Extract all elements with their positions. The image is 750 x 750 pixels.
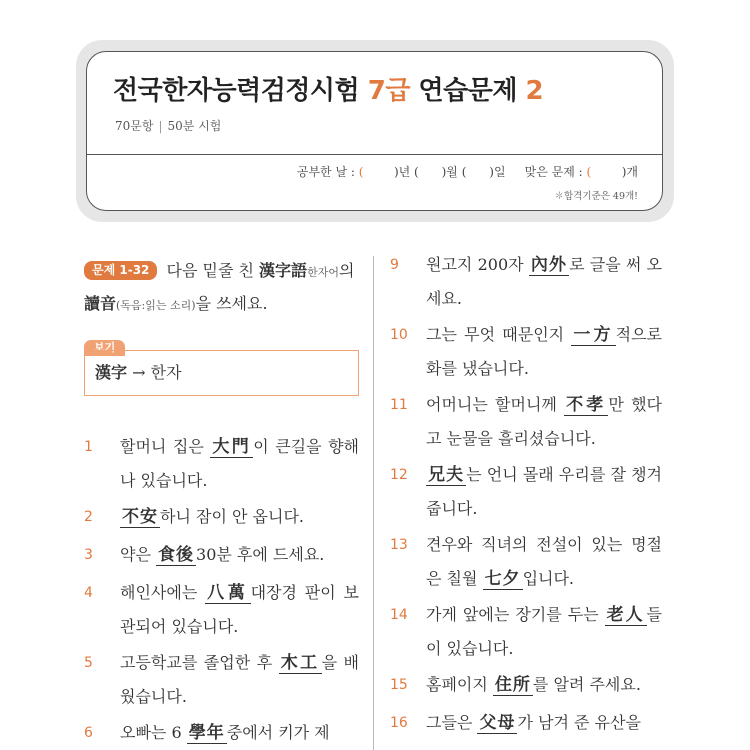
question-text xyxy=(120,500,359,534)
underlined-hanja: 兄夫 xyxy=(428,465,465,485)
study-record xyxy=(297,163,638,180)
intro-dokeum: 讀音 xyxy=(84,294,117,313)
example-box xyxy=(84,350,359,396)
question-text-before: 오빠는 6 xyxy=(120,723,182,742)
intro-hanja-reading: 한자어 xyxy=(307,266,339,279)
question-number: 4 xyxy=(84,585,93,601)
question-text-before: 그는 무엇 때문인지 xyxy=(426,325,565,344)
study-date-label: 공부한 날 : xyxy=(296,165,355,179)
question-item xyxy=(390,388,662,456)
question-text-after: 중에서 키가 제 xyxy=(226,723,330,742)
title-mid: 연습문제 xyxy=(418,76,517,106)
question-item xyxy=(84,538,359,572)
question-item xyxy=(390,706,662,740)
question-text xyxy=(426,458,662,526)
question-text xyxy=(426,318,662,386)
underlined-hanja: 學年 xyxy=(188,723,225,743)
example-answer: 한자 xyxy=(150,363,182,382)
question-item xyxy=(390,458,662,526)
question-text xyxy=(120,430,359,498)
question-text-after: 로 글을 써 오세요. xyxy=(426,255,663,308)
question-number: 11 xyxy=(390,397,408,413)
question-number: 15 xyxy=(390,677,408,693)
question-text-before: 약은 xyxy=(120,545,151,564)
underlined-hanja: 大門 xyxy=(212,437,252,457)
example-hanja: 漢字 xyxy=(95,363,128,382)
correct-label: 맞은 문제 : xyxy=(524,165,583,179)
question-text-after: 30분 후에 드세요. xyxy=(196,545,325,564)
question-item xyxy=(84,716,359,750)
question-item xyxy=(390,248,662,316)
paren: ( xyxy=(586,165,592,179)
question-number: 10 xyxy=(390,327,408,343)
question-text-after: 대장경 판이 보관되어 있습니다. xyxy=(120,583,359,636)
question-item xyxy=(390,528,662,596)
question-number: 6 xyxy=(84,725,93,741)
underlined-hanja: 不孝 xyxy=(566,395,607,415)
question-text-before: 그들은 xyxy=(426,713,473,732)
question-text xyxy=(120,716,359,750)
underlined-hanja: 不安 xyxy=(122,507,158,527)
question-text-after: 만 했다고 눈물을 흘리셨습니다. xyxy=(426,395,662,448)
underlined-hanja: 木工 xyxy=(280,653,320,673)
question-text-after: 을 배웠습니다. xyxy=(120,653,359,706)
title-number: 2 xyxy=(525,76,544,106)
intro-dokeum-note: (독음:읽는 소리) xyxy=(116,299,196,312)
question-number: 12 xyxy=(390,467,408,483)
question-text-before: 견우와 직녀의 전설이 있는 명절은 칠월 xyxy=(426,535,662,588)
example-tag: 보기 xyxy=(84,340,125,356)
question-number: 14 xyxy=(390,607,408,623)
question-text-after: 입니다. xyxy=(522,569,575,588)
question-text xyxy=(426,528,662,596)
instructions xyxy=(84,255,364,321)
question-item xyxy=(84,500,359,534)
question-number: 3 xyxy=(84,547,93,563)
question-text-after: 적으로 화를 냈습니다. xyxy=(426,325,662,378)
question-text-after: 는 언니 몰래 우리를 잘 챙겨줍니다. xyxy=(426,465,662,518)
question-item xyxy=(390,668,662,702)
question-number: 13 xyxy=(390,537,408,553)
question-item xyxy=(84,646,359,714)
separator: | xyxy=(158,119,163,133)
intro-hanja: 漢字語 xyxy=(259,261,308,280)
intro-text: 의 xyxy=(338,261,355,280)
question-text-after: 가 남겨 준 유산을 xyxy=(517,713,641,732)
question-item xyxy=(390,318,662,386)
day-unit: )일 xyxy=(489,165,506,179)
question-text-after: 를 알려 주세요. xyxy=(532,675,641,694)
title-level: 7급 xyxy=(367,76,410,106)
question-text xyxy=(120,538,359,572)
question-item xyxy=(84,576,359,644)
underlined-hanja: 食後 xyxy=(158,545,195,565)
header-box xyxy=(86,51,663,211)
question-range-badge: 문제 1-32 xyxy=(84,261,157,280)
header-divider xyxy=(87,154,662,155)
question-text-after: 이 큰길을 향해 나 있습니다. xyxy=(120,437,359,490)
question-number: 1 xyxy=(84,439,93,455)
title-prefix: 전국한자능력검정시험 xyxy=(113,76,360,106)
underlined-hanja: 八萬 xyxy=(207,583,249,603)
question-text-before: 가게 앞에는 장기를 두는 xyxy=(426,605,599,624)
question-item xyxy=(390,598,662,666)
question-text-after: 들이 있습니다. xyxy=(426,605,662,658)
exam-info xyxy=(115,117,221,134)
question-text xyxy=(120,646,359,714)
question-number: 5 xyxy=(84,655,93,671)
question-count: 70문항 xyxy=(115,119,154,133)
intro-text: 다음 밑줄 친 xyxy=(166,261,254,280)
question-text-before: 홈페이지 xyxy=(426,675,488,694)
count-unit: )개 xyxy=(621,165,638,179)
underlined-hanja: 內外 xyxy=(530,255,568,275)
year-unit: )년 ( xyxy=(393,165,419,179)
underlined-hanja: 住所 xyxy=(494,675,531,695)
paren: ( xyxy=(358,165,364,179)
question-text-before: 원고지 200자 xyxy=(426,255,524,274)
question-number: 9 xyxy=(390,257,399,273)
underlined-hanja: 七夕 xyxy=(484,569,521,589)
month-unit: )월 ( xyxy=(441,165,467,179)
question-text-after: 하니 잠이 안 옵니다. xyxy=(160,507,304,526)
page-title xyxy=(113,70,543,107)
question-number: 16 xyxy=(390,715,408,731)
question-text-before: 할머니 집은 xyxy=(120,437,204,456)
question-item xyxy=(84,430,359,498)
question-text-before: 어머니는 할머니께 xyxy=(426,395,557,414)
column-divider xyxy=(373,256,374,750)
arrow-icon: → xyxy=(132,363,146,382)
question-text xyxy=(426,668,662,702)
question-number: 2 xyxy=(84,509,93,525)
question-text-before: 해인사에는 xyxy=(120,583,198,602)
question-text xyxy=(120,576,359,644)
intro-text: 을 쓰세요. xyxy=(195,294,268,313)
question-text xyxy=(426,248,662,316)
underlined-hanja: 父母 xyxy=(479,713,516,733)
underlined-hanja: 一方 xyxy=(573,325,614,345)
question-text xyxy=(426,388,662,456)
question-text xyxy=(426,706,662,740)
question-text xyxy=(426,598,662,666)
exam-time: 50분 시험 xyxy=(167,119,222,133)
pass-note: ✽합격기준은 49개! xyxy=(554,191,638,202)
underlined-hanja: 老人 xyxy=(606,605,645,625)
question-text-before: 고등학교를 졸업한 후 xyxy=(120,653,273,672)
